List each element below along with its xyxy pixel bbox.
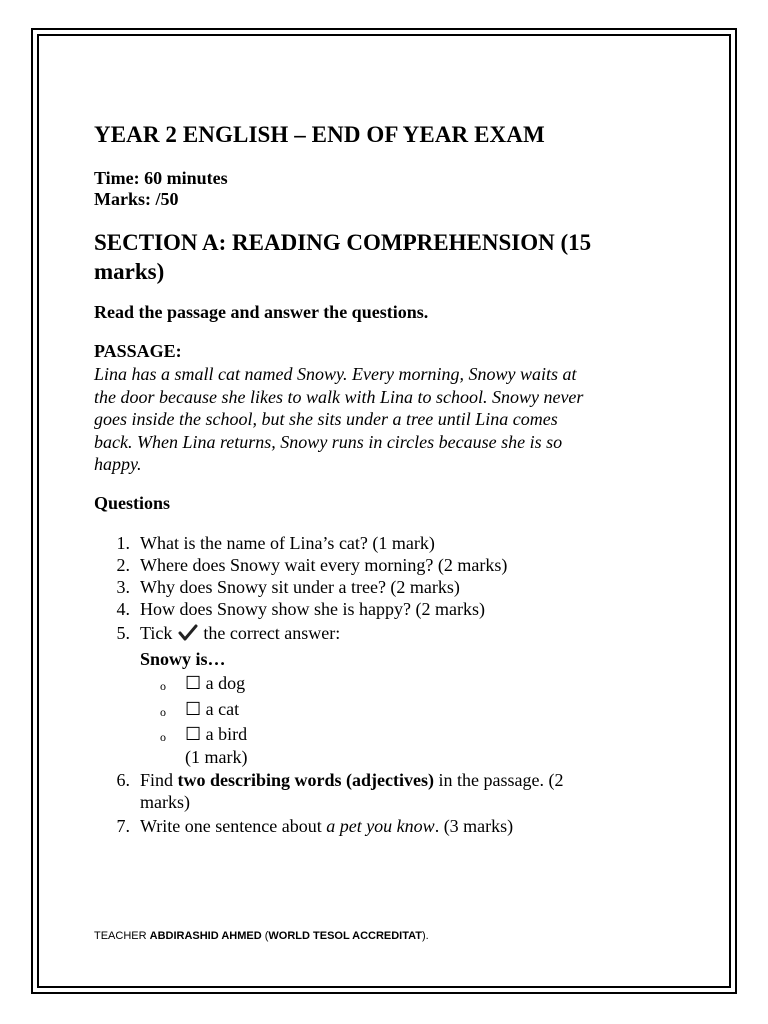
- passage-line: happy.: [94, 454, 142, 475]
- passage-line: the door because she likes to walk with Lina to school. Snowy never: [94, 386, 584, 407]
- q6-post: in the passage. (2: [433, 770, 564, 790]
- bullet-icon: o: [160, 730, 166, 744]
- footer-name: ABDIRASHID AHMED: [149, 930, 262, 942]
- question-text: [140, 815, 513, 837]
- q6-bold: two describing words (adjectives): [177, 770, 434, 790]
- question-text: [140, 769, 563, 791]
- passage-text: [94, 363, 583, 476]
- exam-time: Time: 60 minutes: [94, 168, 228, 188]
- question-text: [140, 622, 340, 644]
- question-number: 5.: [116, 623, 130, 643]
- tick-suffix: the correct answer:: [203, 623, 341, 643]
- questions-heading: Questions: [94, 493, 171, 513]
- option-a-dog[interactable]: [160, 672, 460, 696]
- passage-line: goes inside the school, but she sits under a tree until Lina comes: [94, 409, 558, 430]
- question-5: [94, 622, 694, 646]
- question-text: What is the name of Lina’s cat? (1 mark): [140, 533, 435, 553]
- tick-prefix: Tick: [140, 623, 173, 643]
- q7-pre: Write one sentence about: [140, 816, 327, 836]
- question-text: Where does Snowy wait every morning? (2 marks): [140, 555, 508, 575]
- option-label: ☐ a bird: [185, 724, 248, 744]
- question-5-stem: Snowy is…: [140, 649, 226, 669]
- option-label: ☐ a dog: [185, 673, 246, 693]
- question-5-marks: (1 mark): [185, 747, 248, 767]
- passage-line: back. When Lina returns, Snowy runs in circles because she is so: [94, 431, 563, 452]
- q7-ital: a pet you know: [326, 816, 435, 836]
- section-heading: [94, 228, 674, 286]
- option-a-bird[interactable]: [160, 723, 460, 747]
- option-label: ☐ a cat: [185, 699, 240, 719]
- footer-close: ).: [422, 930, 429, 942]
- question-number: 7.: [116, 816, 130, 836]
- question-6: [94, 769, 694, 793]
- question-1: [94, 532, 694, 556]
- bullet-icon: o: [160, 705, 166, 719]
- question-2: [94, 554, 694, 578]
- footer-prefix: TEACHER: [94, 930, 150, 942]
- passage-line: Lina has a small cat named Snowy. Every morning, Snowy waits at: [94, 364, 577, 384]
- section-instruction: Read the passage and answer the questions.: [94, 302, 429, 322]
- question-number: 1.: [116, 533, 130, 553]
- exam-title: YEAR 2 ENGLISH – END OF YEAR EXAM: [94, 122, 545, 147]
- footer-open: (: [261, 930, 269, 942]
- q7-post: . (3 marks): [434, 816, 514, 836]
- option-a-cat[interactable]: [160, 698, 460, 722]
- question-3: [94, 576, 694, 600]
- footer-credit: [94, 930, 429, 942]
- q6-pre: Find: [140, 770, 178, 790]
- question-number: 3.: [116, 577, 130, 597]
- question-text: Why does Snowy sit under a tree? (2 marks): [140, 577, 460, 597]
- footer-org: WORLD TESOL ACCREDITAT: [268, 930, 422, 942]
- passage-label: PASSAGE:: [94, 341, 182, 361]
- question-number: 6.: [116, 770, 130, 790]
- question-number: 2.: [116, 555, 130, 575]
- section-heading-line1: SECTION A: READING COMPREHENSION (15: [94, 230, 592, 255]
- exam-marks: Marks: /50: [94, 189, 179, 209]
- question-text: How does Snowy show she is happy? (2 marks): [140, 599, 485, 619]
- checkmark-icon: [177, 624, 199, 642]
- question-number: 4.: [116, 599, 130, 619]
- question-4: [94, 598, 694, 622]
- bullet-icon: o: [160, 679, 166, 693]
- question-7: [94, 815, 694, 839]
- question-6-line2: marks): [140, 792, 190, 812]
- section-heading-line2: marks): [94, 259, 165, 284]
